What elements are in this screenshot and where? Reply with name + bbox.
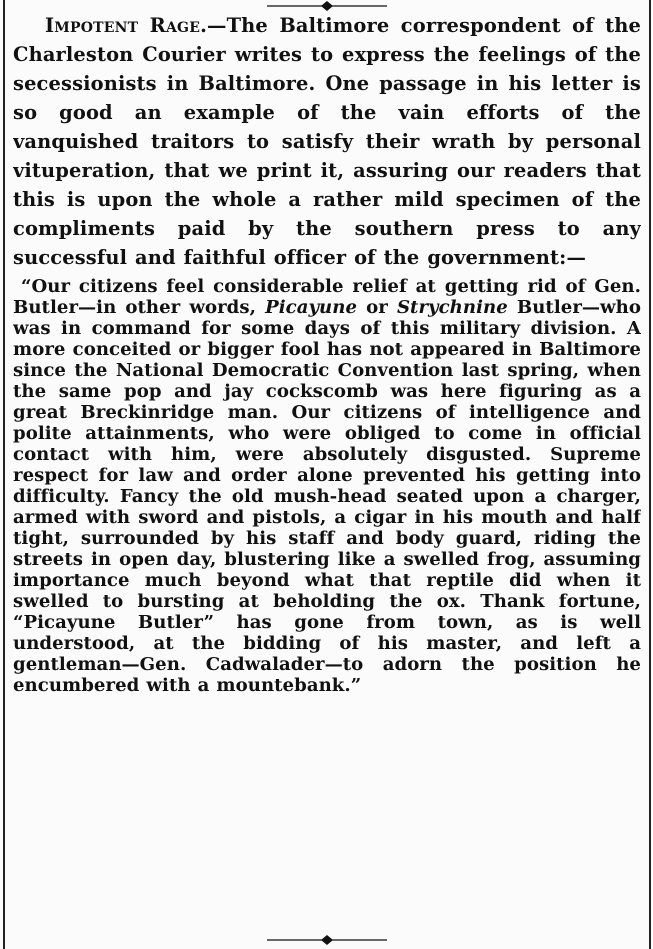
article-headline: Impotent Rage. [45,14,208,37]
lead-paragraph [13,11,641,272]
right-column-rule [649,0,651,949]
quoted-letter [13,276,641,696]
left-column-rule [3,0,5,949]
quote-text-part-3: Butler—who was in command for some days of this military division. A more conceited or bigger fool has not appeared in Baltimore since the National Democratic Convention last spring, when the same pop and jay cockscomb was here figuring as a great Breckinridge man. Our citizens of intelligence and polite attainments, who were obliged to come in official contact with him, were absolutely disgusted. Supreme respect for law and order alone prevented his getting into difficulty. Fancy the old mush-head seated upon a charger, armed with sword and pistols, a cigar in his mouth and half tight, surrounded by his staff and body guard, riding the streets in open day, blustering like a swelled frog, assuming importance much beyond what that reptile did when it swelled to bursting at beholding the ox. Thank fortune, “Picayune Butler” has gone from town, as is well understood, at the bidding of his master, and left a gentleman—Gen. Cadwalader—to adorn the position he encumbered with a mountebank.” [13,297,641,696]
quote-text-part-1: “Our citizens feel considerable relief at getting rid of Gen. Butler—in other words, [13,276,641,318]
lead-text: The Baltimore correspondent of the Charleston Courier writes to express the feelings of the secessionists in Baltimore. One passage in his letter is so good an example of the vain efforts of the vanquished traitors to satisfy their wrath by personal vituperation, that we print it, assuring our readers that this is upon the whole a rather mild specimen of the compliments paid by the southern press to any successful and faithful officer of the government:— [13,14,641,269]
article-content [13,11,641,922]
quote-text-part-2: or [357,297,397,318]
headline-separator: — [207,14,227,37]
quote-italic-strychnine: Strychnine [396,297,508,318]
quote-italic-picayune: Picayune [265,297,358,318]
bottom-ornament-icon [267,934,387,946]
